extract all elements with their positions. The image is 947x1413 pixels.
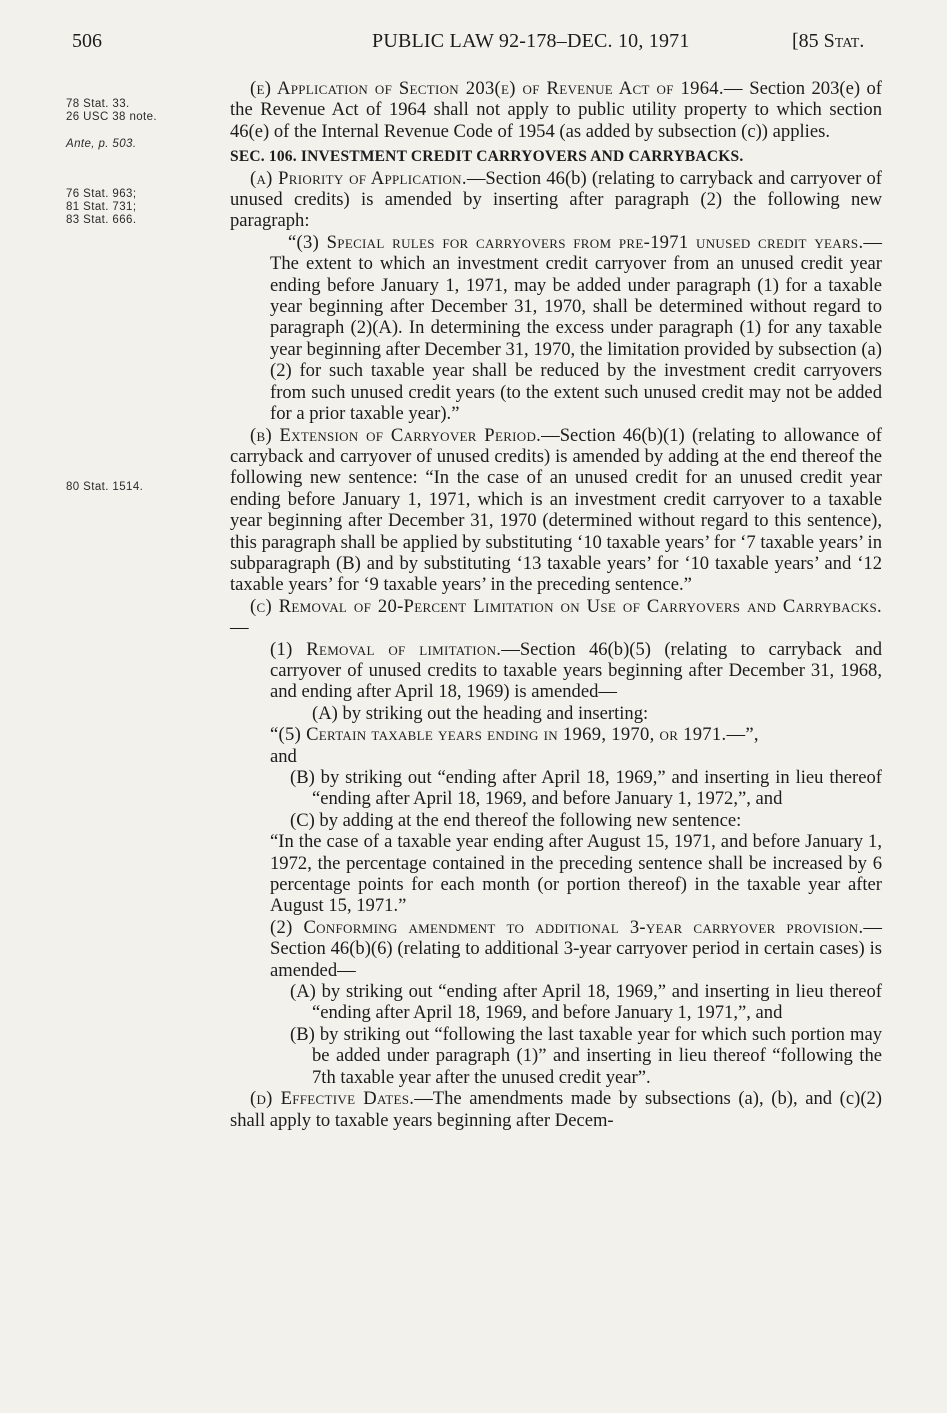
subsection-e-heading: (e) Application of Section 203(e) of Revenue Act of 1964.— bbox=[250, 78, 743, 99]
margin-note-3 bbox=[66, 188, 216, 227]
subsection-a-text: —Section 46(b) (relating to carryback and carryover of unused credits) is amended by inserting after paragraph (2) the following new paragraph: bbox=[230, 167, 882, 232]
page-header bbox=[0, 30, 947, 56]
paragraph-3-heading: “(3) Special rules for carryovers from pre-1971 unused credit years. bbox=[288, 231, 864, 253]
margin-note-line: 80 Stat. 1514. bbox=[66, 481, 144, 493]
paragraph-c1 bbox=[270, 639, 882, 703]
subsection-d bbox=[230, 1088, 882, 1131]
paragraph-c1-heading: (1) Removal of limitation. bbox=[270, 638, 502, 660]
subsection-c-heading: (c) Removal of 20-Percent Limitation on Use of Carryovers and Carrybacks.— bbox=[230, 595, 882, 639]
margin-note-4 bbox=[66, 481, 216, 494]
clause-c1A: (A) by striking out the heading and inserting: bbox=[312, 702, 649, 724]
clause-c2A: (A) by striking out “ending after April 18, 1969,” and inserting in lieu thereof “ending after April 18, 1969, and before January 1, 1971,”, and bbox=[290, 981, 882, 1024]
clause-c1A-quote bbox=[270, 724, 882, 767]
paragraph-c1-text: —Section 46(b)(5) (relating to carryback and carryover of unused credits to taxable years beginning after December 31, 1968, and ending after April 18, 1969) is amended— bbox=[270, 638, 883, 703]
clause-c1B: (B) by striking out “ending after April 18, 1969,” and inserting in lieu thereof “ending after April 18, 1969, and before January 1, 1972,”, and bbox=[290, 767, 882, 810]
clause-c1A-quote-heading: “(5) Certain taxable years ending in 1969, 1970, or 1971.—”, bbox=[270, 724, 759, 746]
margin-note-line: 81 Stat. 731; bbox=[66, 201, 137, 213]
subsection-b-text: —Section 46(b)(1) (relating to allowance of carryback and carryover of unused credits) is amended by adding at the end thereof the following new sentence: “In the case of an unused credit for an unused credit year ending before January 1, 1971, which is an investment credit carryover to a taxable year beginning after December 31, 1970 (determined without regard to this sentence), this paragraph shall be applied by substituting ‘10 taxable years’ for ‘7 taxable years’ in subparagraph (B) and by substituting ‘13 taxable years’ for ‘10 taxable years’ and ‘12 taxable years’ for ‘9 taxable years’ in the preceding sentence.” bbox=[230, 424, 882, 596]
clause-c1C-quote: “In the case of a taxable year ending after August 15, 1971, and before January 1, 1972, the percentage contained in the preceding sentence shall be increased by 6 percentage points for each month (or portion thereof) in the taxable year after August 15, 1971.” bbox=[270, 831, 882, 917]
statute-body bbox=[230, 78, 882, 1131]
clause-c1C: (C) by adding at the end thereof the following new sentence: bbox=[290, 809, 742, 831]
subsection-d-heading: (d) Effective Dates. bbox=[250, 1088, 415, 1110]
subsection-d-text: —The amendments made by subsections (a), (b), and (c)(2) shall apply to taxable years beginning after Decem- bbox=[230, 1088, 882, 1131]
margin-note-line: 83 Stat. 666. bbox=[66, 214, 137, 226]
page-number: 506 bbox=[72, 30, 102, 52]
subsection-a-heading: (a) Priority of Application. bbox=[250, 167, 467, 189]
margin-note-1 bbox=[66, 98, 216, 124]
margin-note-2 bbox=[66, 138, 216, 151]
clause-c2B: (B) by striking out “following the last taxable year for which such portion may be added under paragraph (1)” and inserting in lieu thereof “following the 7th taxable year after the unused credit year”. bbox=[290, 1023, 882, 1088]
clause-c1A-and: and bbox=[270, 745, 297, 767]
margin-note-line: 26 USC 38 note. bbox=[66, 111, 158, 123]
margin-note-line: 76 Stat. 963; bbox=[66, 188, 137, 200]
subsection-a bbox=[230, 168, 882, 232]
paragraph-c2-text: —Section 46(b)(6) (relating to additional 3-year carryover period in certain cases) is amended— bbox=[270, 916, 882, 981]
paragraph-3 bbox=[270, 232, 882, 425]
subsection-e bbox=[230, 78, 882, 142]
subsection-b-heading: (b) Extension of Carryover Period. bbox=[250, 424, 542, 446]
section-106-heading: SEC. 106. INVESTMENT CREDIT CARRYOVERS AND CARRYBACKS. bbox=[230, 148, 744, 166]
paragraph-c2 bbox=[270, 917, 882, 981]
subsection-b bbox=[230, 425, 882, 596]
subsection-e-text: Section 203(e) of the Revenue Act of 1964 shall not apply to public utility property to which section 46(e) of the Internal Revenue Code of 1954 (as added by subsection (c)) applies. bbox=[230, 78, 882, 142]
margin-note-line: Ante, p. 503. bbox=[66, 138, 137, 150]
stat-reference: [85 Stat. bbox=[792, 30, 865, 52]
paragraph-c2-heading: (2) Conforming amendment to additional 3-year carryover provision. bbox=[270, 916, 864, 938]
paragraph-3-text: —The extent to which an investment credit carryover from an unused credit year ending before January 1, 1971, may be added under paragraph (1) for a taxable year beginning after December 31, 1970, shall be determined without regard to paragraph (2)(A). In determining the excess under paragraph (1) for any taxable year beginning after December 31, 1970, the limitation provided by subsection (a)(2) for such taxable year shall be reduced by the investment credit carryovers from such unused credit years (to the extent such unused credit may not be added for a prior taxable year).” bbox=[270, 231, 882, 425]
running-title: PUBLIC LAW 92-178–DEC. 10, 1971 bbox=[372, 30, 690, 52]
margin-note-line: 78 Stat. 33. bbox=[66, 98, 130, 110]
